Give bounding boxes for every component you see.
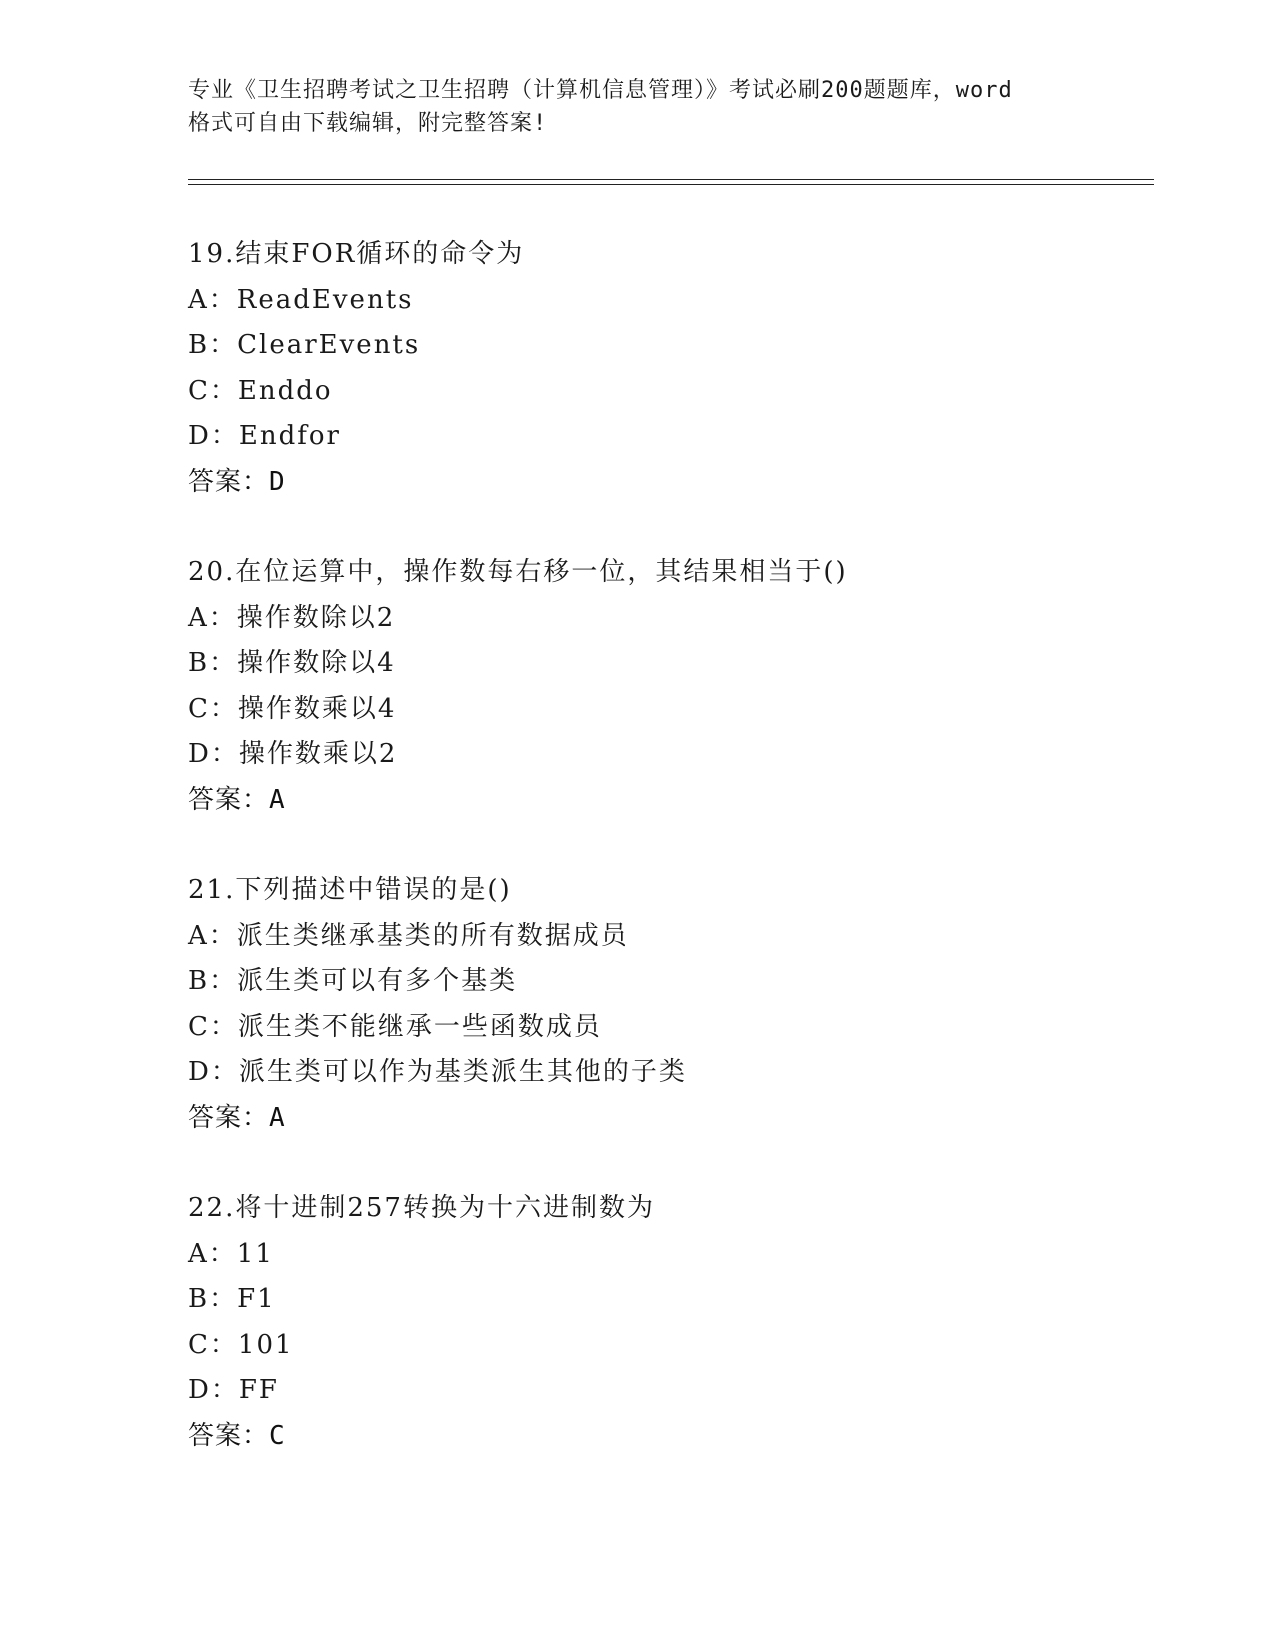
option-key: B： <box>188 648 238 679</box>
answer-line <box>188 460 1148 506</box>
option-key: A： <box>188 284 237 315</box>
option-b <box>188 959 1148 1005</box>
question-22 <box>188 1186 1148 1460</box>
option-text: 11 <box>236 1238 274 1269</box>
answer-line <box>188 1414 1148 1460</box>
document-header <box>188 74 1108 140</box>
option-a <box>188 914 1148 960</box>
option-key: A： <box>188 1238 237 1269</box>
option-key: C： <box>188 693 238 724</box>
option-text: F1 <box>237 1284 276 1315</box>
option-text: Endfor <box>238 421 341 452</box>
option-key: A： <box>188 920 237 951</box>
option-text: 派生类可以有多个基类 <box>237 966 518 997</box>
option-d <box>188 1368 1148 1414</box>
answer-value: A <box>269 784 286 815</box>
option-c <box>188 1323 1148 1369</box>
option-b <box>188 1277 1148 1323</box>
option-key: A： <box>188 602 237 633</box>
question-stem: 20.在位运算中，操作数每右移一位，其结果相当于() <box>188 557 848 587</box>
option-key: D： <box>188 1375 239 1406</box>
question-stem: 19.结束FOR循环的命令为 <box>188 239 525 269</box>
option-c <box>188 1005 1148 1051</box>
option-text: ReadEvents <box>236 284 414 315</box>
option-text: 101 <box>237 1329 294 1360</box>
header-divider-bottom <box>188 184 1154 185</box>
option-text: ClearEvents <box>237 330 421 361</box>
option-c <box>188 687 1148 733</box>
answer-line <box>188 778 1148 824</box>
option-d <box>188 1050 1148 1096</box>
option-a <box>188 1232 1148 1278</box>
answer-value: A <box>269 1102 286 1133</box>
option-d <box>188 732 1148 778</box>
option-key: C： <box>188 1011 238 1042</box>
header-line-2: 格式可自由下载编辑，附完整答案! <box>188 111 548 136</box>
answer-label: 答案： <box>188 1102 270 1133</box>
option-key: C： <box>188 375 238 406</box>
answer-label: 答案： <box>188 1420 270 1451</box>
header-divider-top <box>188 179 1154 180</box>
option-d <box>188 414 1148 460</box>
option-key: D： <box>188 1057 239 1088</box>
option-text: 操作数除以2 <box>236 602 396 633</box>
option-key: C： <box>188 1329 238 1360</box>
option-text: Enddo <box>237 375 333 406</box>
answer-label: 答案： <box>188 466 270 497</box>
option-key: B： <box>188 330 238 361</box>
answer-value: C <box>269 1420 286 1451</box>
option-key: D： <box>188 739 239 770</box>
option-a <box>188 596 1148 642</box>
header-line-1: 专业《卫生招聘考试之卫生招聘（计算机信息管理）》考试必刷200题题库，word <box>188 78 1013 103</box>
option-a <box>188 278 1148 324</box>
answer-label: 答案： <box>188 784 270 815</box>
question-20 <box>188 550 1148 824</box>
question-19 <box>188 232 1148 506</box>
option-b <box>188 641 1148 687</box>
answer-line <box>188 1096 1148 1142</box>
question-stem: 21.下列描述中错误的是() <box>188 875 512 905</box>
option-key: B： <box>188 1284 238 1315</box>
option-text: 操作数乘以4 <box>237 693 397 724</box>
question-stem: 22.将十进制257转换为十六进制数为 <box>188 1193 655 1223</box>
option-b <box>188 323 1148 369</box>
option-text: 派生类继承基类的所有数据成员 <box>236 920 629 951</box>
option-text: 操作数除以4 <box>237 648 396 679</box>
answer-value: D <box>269 466 286 497</box>
option-text: 操作数乘以2 <box>238 739 398 770</box>
option-text: 派生类可以作为基类派生其他的子类 <box>238 1057 687 1088</box>
option-text: FF <box>238 1375 279 1406</box>
option-key: B： <box>188 966 238 997</box>
option-c <box>188 369 1148 415</box>
option-key: D： <box>188 421 239 452</box>
question-21 <box>188 868 1148 1142</box>
option-text: 派生类不能继承一些函数成员 <box>237 1011 602 1042</box>
